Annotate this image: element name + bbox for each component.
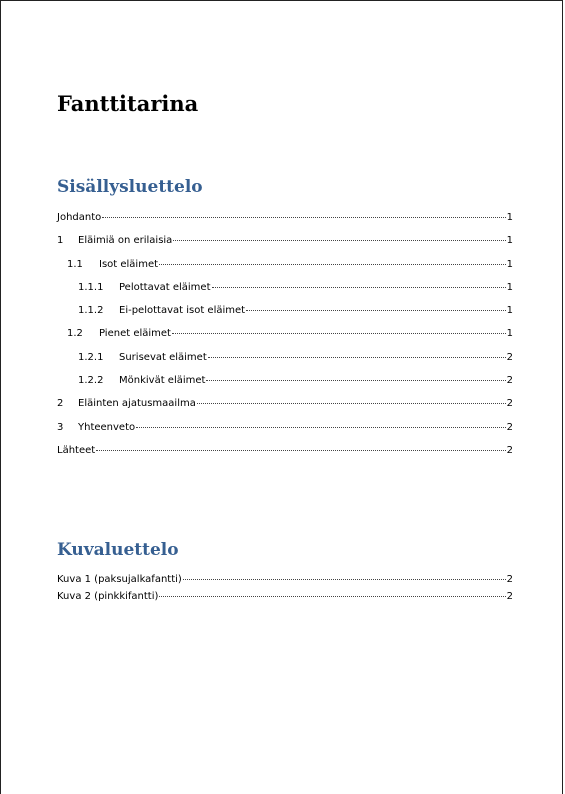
toc-entry-label: Pelottavat eläimet	[119, 281, 211, 293]
toc-entry[interactable]	[57, 259, 513, 282]
toc-entry-number: 3	[57, 421, 64, 433]
toc-entry-page-number: 1	[506, 328, 513, 340]
toc-entry[interactable]	[57, 422, 513, 445]
figure-entry-page-number: 2	[506, 591, 513, 602]
toc-entry-number: 1.1.2	[78, 305, 104, 317]
list-of-figures	[57, 574, 513, 608]
toc-entry-label: Isot eläimet	[99, 258, 159, 270]
toc-dot-leader	[172, 333, 506, 334]
toc-dot-leader	[208, 357, 506, 358]
document-title: Fanttitarina	[57, 91, 199, 116]
toc-entry-number: 1	[57, 235, 64, 247]
toc-entry-page-number: 1	[506, 281, 513, 293]
toc-entry-number: 1.2	[67, 328, 83, 340]
figure-entry-label: Kuva 2 (pinkkifantti)	[57, 591, 159, 602]
toc-entry-label: Eläimiä on erilaisia	[78, 235, 173, 247]
toc-entry-label: Lähteet	[57, 444, 96, 456]
figure-entry[interactable]	[57, 574, 513, 591]
toc-entry-page-number: 2	[506, 375, 513, 387]
toc-entry-label: Mönkivät eläimet	[119, 375, 206, 387]
toc-entry[interactable]	[57, 235, 513, 258]
figure-list-heading: Kuvaluettelo	[57, 540, 179, 560]
toc-entry[interactable]	[57, 375, 513, 398]
toc-entry-page-number: 1	[506, 305, 513, 317]
figure-entry-page-number: 2	[506, 574, 513, 585]
toc-entry-page-number: 2	[506, 421, 513, 433]
toc-dot-leader	[212, 287, 506, 288]
toc-entry-label: Pienet eläimet	[99, 328, 171, 340]
toc-entry[interactable]	[57, 445, 513, 468]
toc-dot-leader	[206, 380, 505, 381]
figure-entry[interactable]	[57, 591, 513, 608]
toc-entry-label: Yhteenveto	[78, 421, 136, 433]
toc-entry-page-number: 2	[506, 444, 513, 456]
toc-entry-number: 2	[57, 398, 64, 410]
toc-entry-label: Ei-pelottavat isot eläimet	[119, 305, 246, 317]
toc-dot-leader	[246, 310, 506, 311]
figure-dot-leader	[159, 596, 505, 597]
toc-entry-number: 1.1.1	[78, 281, 104, 293]
toc-entry-label: Surisevat eläimet	[119, 351, 207, 363]
toc-entry[interactable]	[57, 282, 513, 305]
toc-entry-page-number: 1	[506, 258, 513, 270]
toc-dot-leader	[197, 403, 506, 404]
toc-entry[interactable]	[57, 352, 513, 375]
toc-dot-leader	[102, 217, 505, 218]
toc-entry-page-number: 2	[506, 398, 513, 410]
toc-heading: Sisällysluettelo	[57, 177, 203, 197]
toc-entry-label: Johdanto	[57, 212, 102, 223]
toc-entry[interactable]	[57, 212, 513, 235]
toc-entry-page-number: 2	[506, 351, 513, 363]
toc-dot-leader	[96, 450, 505, 451]
toc-entry[interactable]	[57, 305, 513, 328]
toc-dot-leader	[159, 264, 506, 265]
toc-entry-number: 1.2.2	[78, 375, 104, 387]
table-of-contents	[57, 212, 513, 468]
toc-entry-page-number: 1	[506, 235, 513, 247]
figure-entry-label: Kuva 1 (paksujalkafantti)	[57, 574, 182, 585]
figure-dot-leader	[183, 579, 506, 580]
toc-entry-number: 1.2.1	[78, 351, 104, 363]
toc-entry[interactable]	[57, 328, 513, 351]
toc-dot-leader	[173, 240, 505, 241]
toc-dot-leader	[136, 427, 506, 428]
toc-entry-page-number: 1	[506, 212, 513, 223]
toc-entry-number: 1.1	[67, 258, 83, 270]
toc-entry-label: Eläinten ajatusmaailma	[78, 398, 196, 410]
toc-entry[interactable]	[57, 398, 513, 421]
